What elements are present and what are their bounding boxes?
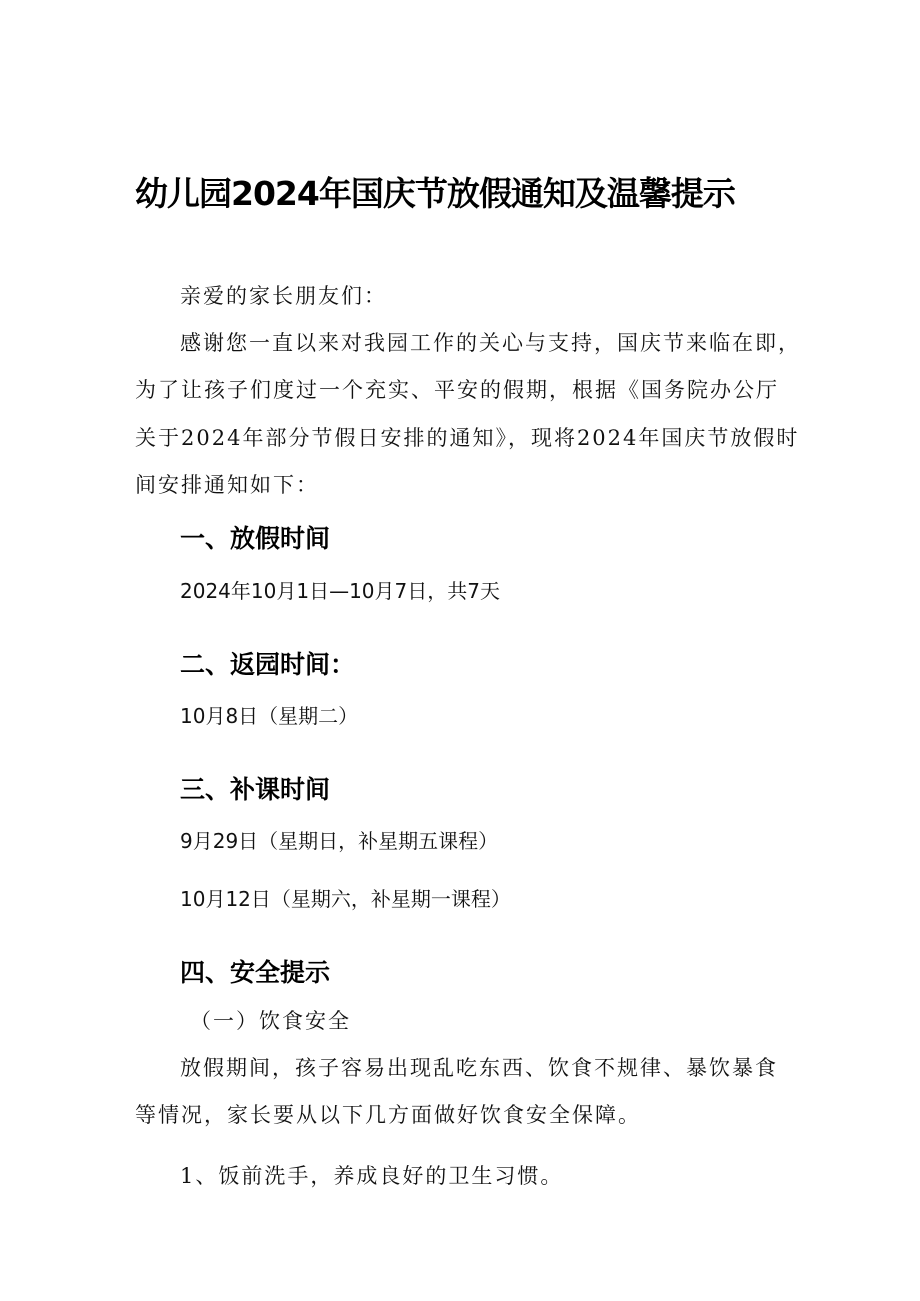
document-title: 幼儿园2024年国庆节放假通知及温馨提示 xyxy=(135,174,735,213)
food-safety-line-2: 等情况，家长要从以下几方面做好饮食安全保障。 xyxy=(135,1103,641,1127)
makeup-item-1: 9月29日（星期日，补星期五课程） xyxy=(180,829,499,853)
intro-line-1: 感谢您一直以来对我园工作的关心与支持，国庆节来临在即， xyxy=(180,331,801,355)
intro-line-4: 间安排通知如下： xyxy=(135,473,319,497)
return-date: 10月8日（星期二） xyxy=(180,704,359,728)
salutation: 亲爱的家长朋友们： xyxy=(180,284,387,308)
food-safety-subheading: （一）饮食安全 xyxy=(190,1009,351,1033)
safety-heading: 四、安全提示 xyxy=(180,958,331,987)
intro-line-3: 关于2024年部分节假日安排的通知》，现将2024年国庆节放假时 xyxy=(135,426,800,450)
food-safety-item-1: 1、饭前洗手，养成良好的卫生习惯。 xyxy=(180,1164,564,1188)
holiday-dates: 2024年10月1日—10月7日，共7天 xyxy=(180,579,500,603)
return-heading: 二、返园时间： xyxy=(180,650,356,679)
holiday-heading: 一、放假时间 xyxy=(180,524,331,553)
makeup-item-2: 10月12日（星期六，补星期一课程） xyxy=(180,887,511,911)
makeup-heading: 三、补课时间 xyxy=(180,775,331,804)
intro-line-2: 为了让孩子们度过一个充实、平安的假期，根据《国务院办公厅 xyxy=(135,378,779,402)
food-safety-line-1: 放假期间，孩子容易出现乱吃东西、饮食不规律、暴饮暴食 xyxy=(180,1056,778,1080)
